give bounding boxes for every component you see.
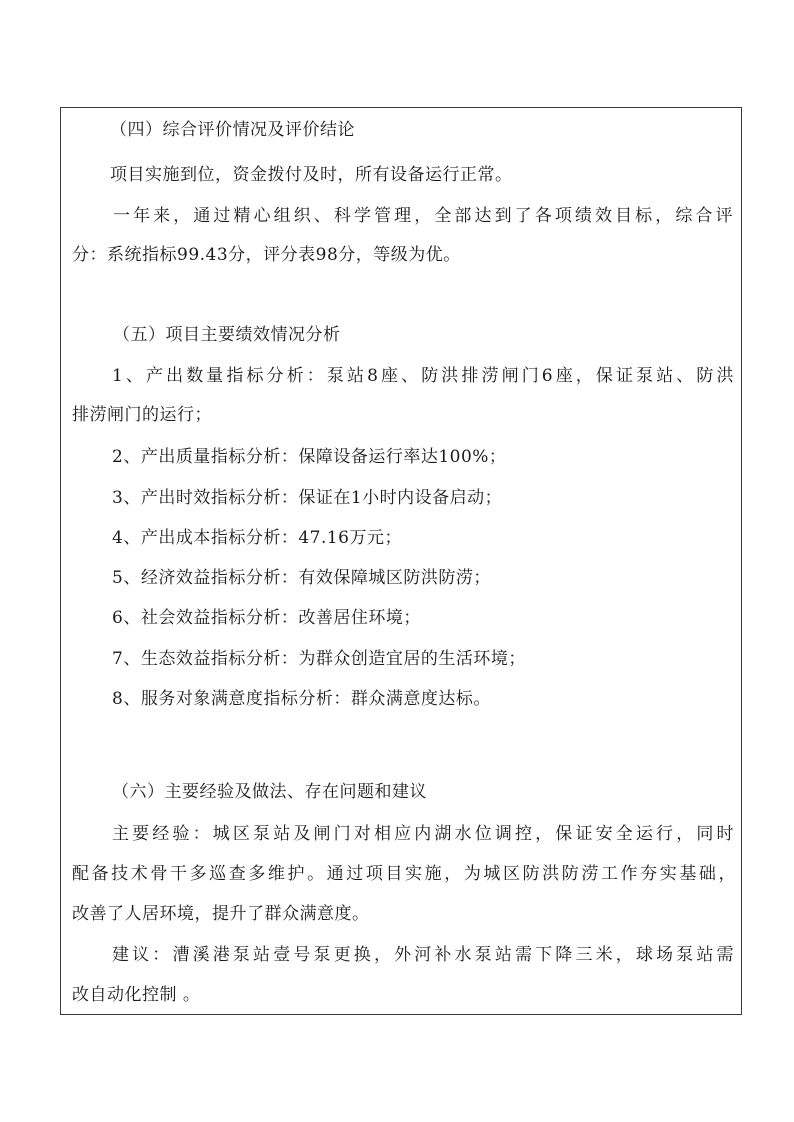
section5-item2: 2、产出质量指标分析：保障设备运行率达100%； (112, 447, 507, 467)
section5-item7: 7、生态效益指标分析：为群众创造宜居的生活环境； (112, 649, 526, 669)
section5-item1-line1: 1、产出数量指标分析：泵站8座、防洪排涝闸门6座，保证泵站、防洪 (112, 366, 734, 386)
section5-item6: 6、社会效益指标分析：改善居住环境； (112, 608, 421, 628)
section4-para1: 项目实施到位，资金拨付及时，所有设备运行正常。 (110, 165, 513, 185)
section4-heading: （四）综合评价情况及评价结论 (110, 120, 355, 140)
section5-item3: 3、产出时效指标分析：保证在1小时内设备启动； (112, 488, 503, 508)
section5-item4: 4、产出成本指标分析：47.16万元； (112, 528, 402, 548)
section6-experience-line2: 配备技术骨干多巡查多维护。通过项目实施，为城区防洪防涝工作夯实基础， (72, 864, 736, 884)
section6-heading: （六）主要经验及做法、存在问题和建议 (112, 782, 427, 802)
section6-experience-line1: 主要经验：城区泵站及闸门对相应内湖水位调控，保证安全运行，同时 (112, 824, 734, 844)
section4-para2-line1: 一年来，通过精心组织、科学管理，全部达到了各项绩效目标，综合评 (113, 206, 733, 226)
section6-experience-line3: 改善了人居环境，提升了群众满意度。 (72, 904, 370, 924)
section5-item1-line2: 排涝闸门的运行； (72, 405, 212, 425)
section4-para2-line2: 分：系统指标99.43分，评分表98分，等级为优。 (72, 245, 461, 265)
section5-item5: 5、经济效益指标分析：有效保障城区防洪防涝； (112, 568, 491, 588)
section5-item8: 8、服务对象满意度指标分析：群众满意度达标。 (112, 689, 491, 709)
section6-suggestion-line2: 改自动化控制 。 (72, 985, 201, 1005)
section5-heading: （五）项目主要绩效情况分析 (113, 325, 341, 345)
section6-suggestion-line1: 建议：漕溪港泵站壹号泵更换，外河补水泵站需下降三米，球场泵站需 (112, 945, 734, 965)
